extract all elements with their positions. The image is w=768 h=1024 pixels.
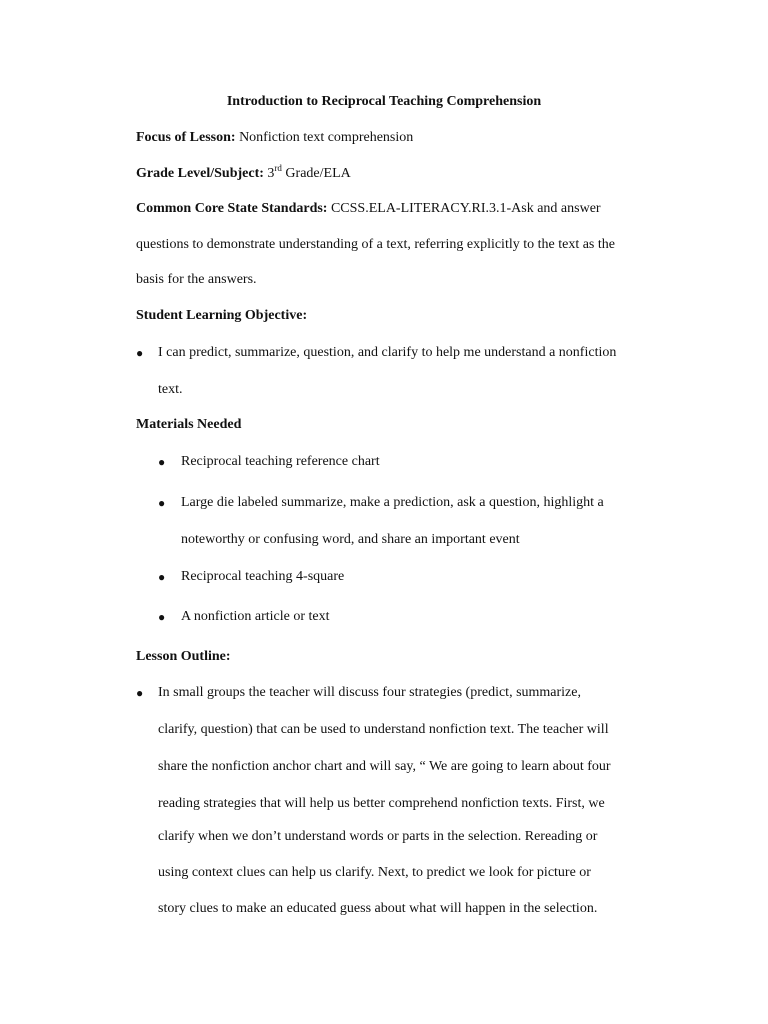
- grade-label: Grade Level/Subject:: [136, 166, 264, 181]
- materials-item-2-line-2: noteworthy or confusing word, and share an important event: [181, 532, 520, 547]
- materials-heading: Materials Needed: [136, 417, 242, 432]
- objective-heading: Student Learning Objective:: [136, 308, 308, 323]
- bullet-icon: ●: [158, 455, 166, 469]
- bullet-icon: ●: [136, 346, 144, 360]
- outline-line: using context clues can help us clarify. Next, to predict we look for picture or: [158, 865, 591, 880]
- focus-value: Nonfiction text comprehension: [239, 130, 414, 145]
- objective-bullet-line-1: I can predict, summarize, question, and clarify to help me understand a nonfiction: [158, 345, 617, 360]
- grade-line: [136, 165, 351, 183]
- outline-line: In small groups the teacher will discuss four strategies (predict, summarize,: [158, 685, 581, 700]
- materials-item-2-line-1: Large die labeled summarize, make a prediction, ask a question, highlight a: [181, 495, 604, 510]
- bullet-icon: ●: [158, 570, 166, 584]
- objective-bullet-line-2: text.: [158, 382, 183, 397]
- materials-item-1: Reciprocal teaching reference chart: [181, 454, 380, 469]
- bullet-icon: ●: [158, 610, 166, 624]
- outline-line: clarify, question) that can be used to understand nonfiction text. The teacher will: [158, 722, 609, 737]
- bullet-icon: ●: [158, 496, 166, 510]
- grade-suffix: rd: [274, 163, 282, 173]
- standards-line-1: [136, 200, 601, 218]
- outline-line: share the nonfiction anchor chart and will say, “ We are going to learn about four: [158, 759, 611, 774]
- materials-item-4: A nonfiction article or text: [181, 609, 330, 624]
- standards-line-2: questions to demonstrate understanding of a text, referring explicitly to the text as the: [136, 237, 615, 252]
- outline-line: reading strategies that will help us better comprehend nonfiction texts. First, we: [158, 796, 605, 811]
- materials-item-3: Reciprocal teaching 4-square: [181, 569, 345, 584]
- standards-line-3: basis for the answers.: [136, 272, 257, 287]
- standards-text-1: CCSS.ELA-LITERACY.RI.3.1-Ask and answer: [330, 201, 601, 216]
- document-title: Introduction to Reciprocal Teaching Comprehension: [226, 94, 542, 109]
- grade-number: 3: [267, 166, 275, 181]
- focus-label: Focus of Lesson:: [136, 130, 236, 145]
- focus-line: [136, 129, 413, 147]
- outline-line: clarify when we don’t understand words or parts in the selection. Rereading or: [158, 829, 598, 844]
- outline-heading: Lesson Outline:: [136, 649, 231, 664]
- outline-line: story clues to make an educated guess about what will happen in the selection.: [158, 901, 598, 916]
- bullet-icon: ●: [136, 686, 144, 700]
- standards-label: Common Core State Standards:: [136, 201, 328, 216]
- grade-subject: Grade/ELA: [285, 166, 351, 181]
